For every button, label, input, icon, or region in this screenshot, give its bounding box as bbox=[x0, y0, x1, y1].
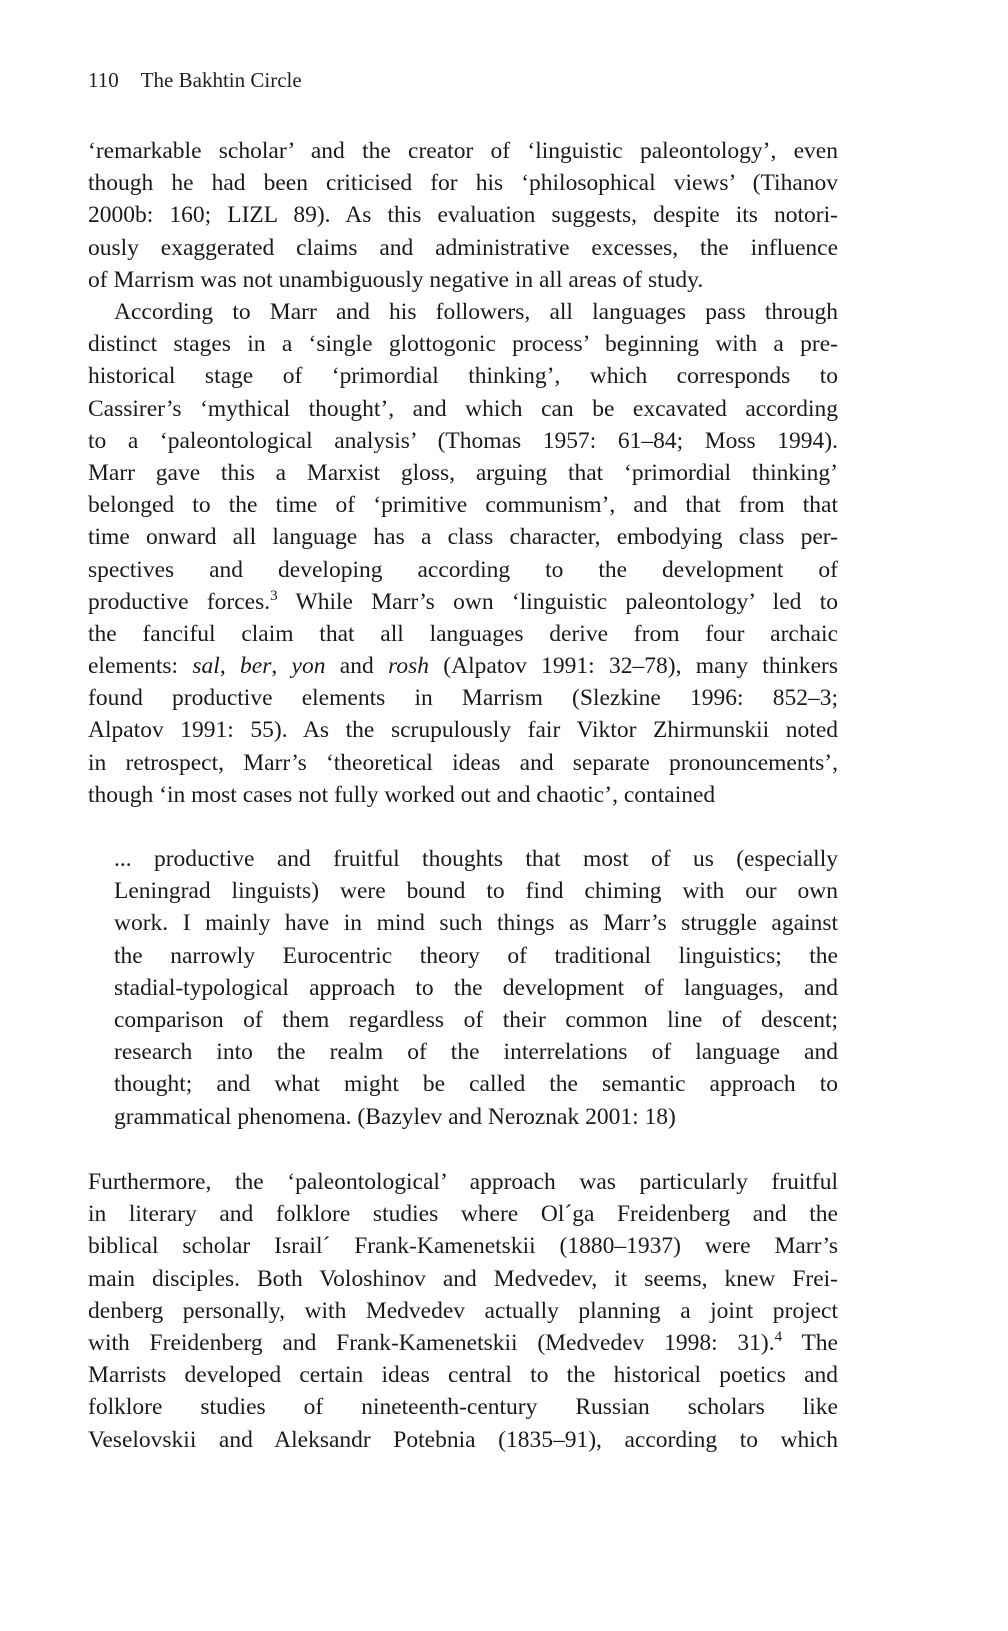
text-line: in literary and folklore studies where Ol´ga Freidenberg and the bbox=[88, 1201, 838, 1228]
text-segment: and bbox=[325, 653, 389, 680]
quote-line: the narrowly Eurocentric theory of traditional linguistics; the bbox=[114, 942, 838, 969]
text-line: Cassirer’s ‘mythical thought’, and which can be excavated according bbox=[88, 395, 838, 422]
text-line: in retrospect, Marr’s ‘theoretical ideas and separate pronouncements’, bbox=[88, 749, 838, 776]
italic-term: sal bbox=[192, 653, 220, 680]
italic-term: ber bbox=[240, 653, 272, 680]
text-line: Veselovskii and Aleksandr Potebnia (1835–91), according to which bbox=[88, 1426, 838, 1453]
page-number: 110 bbox=[88, 68, 119, 92]
text-line bbox=[88, 1327, 838, 1359]
running-header bbox=[88, 68, 302, 93]
paragraph-2 bbox=[88, 296, 838, 811]
text-line: of Marrism was not unambiguously negative in all areas of study. bbox=[88, 266, 704, 293]
text-segment: productive forces. bbox=[88, 588, 271, 615]
quote-line: work. I mainly have in mind such things as Marr’s struggle against bbox=[114, 910, 838, 937]
quote-line: ... productive and fruitful thoughts that most of us (especially bbox=[114, 846, 838, 872]
block-quote bbox=[114, 843, 838, 1133]
text-line: Alpatov 1991: 55). As the scrupulously fair Viktor Zhirmunskii noted bbox=[88, 717, 838, 744]
paragraph-1 bbox=[88, 135, 838, 296]
text-line: Marr gave this a Marxist gloss, arguing that ‘primordial thinking’ bbox=[88, 459, 838, 486]
text-line: found productive elements in Marrism (Slezkine 1996: 852–3; bbox=[88, 685, 838, 712]
text-line: though ‘in most cases not fully worked out and chaotic’, contained bbox=[88, 781, 716, 808]
paragraph-3 bbox=[88, 1166, 838, 1456]
text-line: denberg personally, with Medvedev actually planning a joint project bbox=[88, 1297, 838, 1324]
text-line: time onward all language has a class character, embodying class per- bbox=[88, 524, 838, 551]
text-line: the fanciful claim that all languages derive from four archaic bbox=[88, 620, 838, 647]
text-line: though he had been criticised for his ‘philosophical views’ (Tihanov bbox=[88, 170, 838, 197]
text-line: Marrists developed certain ideas central to the historical poetics and bbox=[88, 1362, 838, 1389]
text-segment: , bbox=[271, 653, 292, 680]
text-line: biblical scholar Israil´ Frank-Kamenetskii (1880–1937) were Marr’s bbox=[88, 1233, 838, 1260]
quote-line: research into the realm of the interrelations of language and bbox=[114, 1039, 838, 1066]
quote-line: comparison of them regardless of their common line of descent; bbox=[114, 1006, 838, 1033]
text-line: distinct stages in a ‘single glottogonic process’ beginning with a pre- bbox=[88, 331, 838, 358]
text-segment: The bbox=[782, 1329, 838, 1356]
text-line: According to Marr and his followers, all languages pass through bbox=[114, 299, 838, 325]
text-segment: While Marr’s own ‘linguistic paleontology’ led to bbox=[277, 588, 838, 615]
text-line: 2000b: 160; LIZL 89). As this evaluation suggests, despite its notori- bbox=[88, 202, 838, 229]
running-title: The Bakhtin Circle bbox=[140, 68, 302, 92]
text-line: folklore studies of nineteenth-century Russian scholars like bbox=[88, 1394, 838, 1421]
text-segment: with Freidenberg and Frank-Kamenetskii (Medvedev 1998: 31). bbox=[88, 1329, 775, 1356]
text-segment: elements: bbox=[88, 653, 193, 680]
text-segment: (Alpatov 1991: 32–78), many thinkers bbox=[428, 653, 839, 680]
quote-line: thought; and what might be called the semantic approach to bbox=[114, 1071, 838, 1098]
italic-term: rosh bbox=[388, 653, 429, 680]
text-line: to a ‘paleontological analysis’ (Thomas 1957: 61–84; Moss 1994). bbox=[88, 427, 838, 454]
footnote-marker-4[interactable]: 4 bbox=[774, 1328, 783, 1345]
text-line: Furthermore, the ‘paleontological’ approach was particularly fruitful bbox=[88, 1169, 838, 1195]
text-line: historical stage of ‘primordial thinking’, which corresponds to bbox=[88, 363, 838, 390]
quote-line: Leningrad linguists) were bound to find chiming with our own bbox=[114, 878, 838, 905]
text-segment: , bbox=[219, 653, 241, 680]
text-line bbox=[88, 586, 838, 618]
italic-term: yon bbox=[291, 653, 326, 680]
text-line: main disciples. Both Voloshinov and Medvedev, it seems, knew Frei- bbox=[88, 1265, 838, 1292]
text-line: belonged to the time of ‘primitive communism’, and that from that bbox=[88, 492, 838, 519]
text-line bbox=[88, 650, 838, 682]
quote-line: grammatical phenomena. (Bazylev and Neroznak 2001: 18) bbox=[114, 1103, 676, 1130]
text-line: spectives and developing according to the development of bbox=[88, 556, 838, 583]
text-line: ‘remarkable scholar’ and the creator of ‘linguistic paleontology’, even bbox=[88, 138, 838, 164]
text-line: ously exaggerated claims and administrative excesses, the influence bbox=[88, 234, 838, 261]
footnote-marker-3[interactable]: 3 bbox=[270, 587, 278, 604]
quote-line: stadial-typological approach to the development of languages, and bbox=[114, 974, 838, 1001]
